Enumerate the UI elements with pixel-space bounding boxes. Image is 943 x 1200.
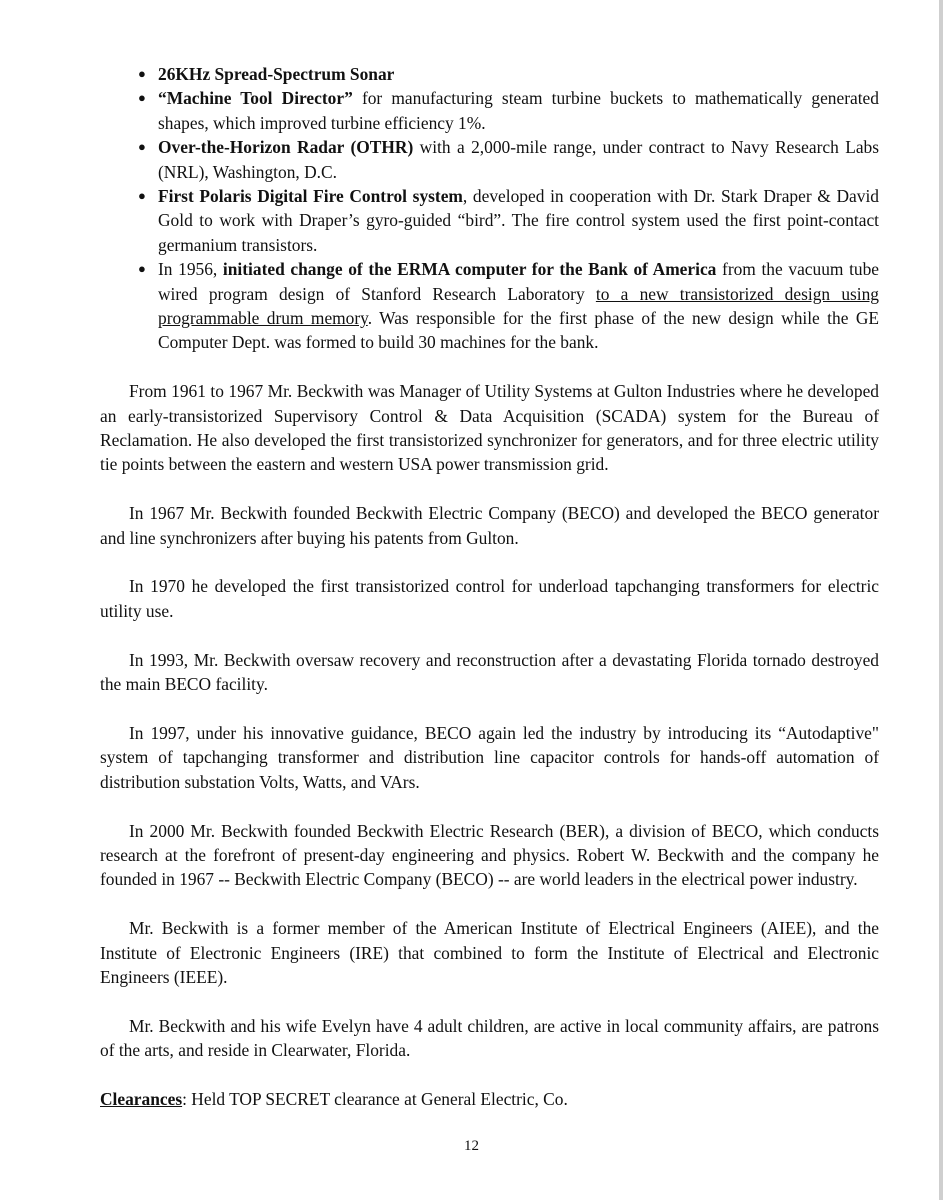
paragraph-gulton: From 1961 to 1967 Mr. Beckwith was Manager of Utility Systems at Gulton Industries where he developed an early-transistorized Supervisory Control & Data Acquisition (SCADA) system for the Bureau of Reclamation. He also developed the first transistorized synchronizer for generators, and for three electric utility tie points between the eastern and western USA power transmission grid. (100, 381, 879, 475)
paragraph-2000: In 2000 Mr. Beckwith founded Beckwith Electric Research (BER), a division of BECO, which conducts research at the forefront of present-day engineering and physics. Robert W. Beckwith and the company he founded in 1967 -- Beckwith Electric Company (BECO) -- are world leaders in the electrical power industry. (100, 820, 879, 890)
list-item-erma: ● In 1956, initiated change of the ERMA computer for the Bank of America from the vacuum tube wired program design of Stanford Research Laboratory to a new transistorized design using programmable drum memory. Was responsible for the first phase of the new design while the GE Computer Dept. was formed to build 30 machines for the bank. (158, 257, 879, 355)
paragraph-1993: In 1993, Mr. Beckwith oversaw recovery and reconstruction after a devastating Florida tornado destroyed the main BECO facility. (100, 649, 879, 695)
paragraph-memberships: Mr. Beckwith is a former member of the American Institute of Electrical Engineers (AIEE), and the Institute of Electronic Engineers (IRE) that combined to form the Institute of Electrical and Electronic Engineers (IEEE). (100, 918, 879, 987)
list-item: ● First Polaris Digital Fire Control system, developed in cooperation with Dr. Stark Draper & David Gold to work with Draper’s gyro-guided “bird”. The fire control system used the first point-contact germanium transistors. (158, 184, 879, 257)
list-item: ● “Machine Tool Director” for manufacturing steam turbine buckets to mathematically generated shapes, which improved turbine efficiency 1%. (158, 86, 879, 135)
page-number: 12 (464, 1138, 479, 1154)
paragraph-family: Mr. Beckwith and his wife Evelyn have 4 adult children, are active in local community affairs, are patrons of the arts, and reside in Clearwater, Florida. (100, 1015, 879, 1061)
page-edge (939, 0, 943, 1200)
clearances-label: Clearances (100, 1088, 183, 1109)
accomplishments-list (100, 62, 879, 355)
clearances-line: Clearances: Held TOP SECRET clearance at General Electric, Co. (100, 1088, 568, 1109)
list-item: ● Over-the-Horizon Radar (OTHR) with a 2,000-mile range, under contract to Navy Research Labs (NRL), Washington, D.C. (158, 135, 879, 184)
paragraph-1970: In 1970 he developed the first transistorized control for underload tapchanging transformers for electric utility use. (100, 576, 879, 621)
list-item: ● 26KHz Spread-Spectrum Sonar (158, 62, 879, 86)
paragraph-1997: In 1997, under his innovative guidance, BECO again led the industry by introducing its “Autodaptive" system of tapchanging transformer and distribution line capacitor controls for hands-off automation of distribution substation Volts, Watts, and VArs. (100, 722, 879, 792)
underlined-text: to a new transistorized design using programmable drum memory (158, 283, 880, 329)
page-content (100, 62, 879, 1129)
paragraph-beco-founded: In 1967 Mr. Beckwith founded Beckwith Electric Company (BECO) and developed the BECO generator and line synchronizers after buying his patents from Gulton. (100, 503, 879, 548)
